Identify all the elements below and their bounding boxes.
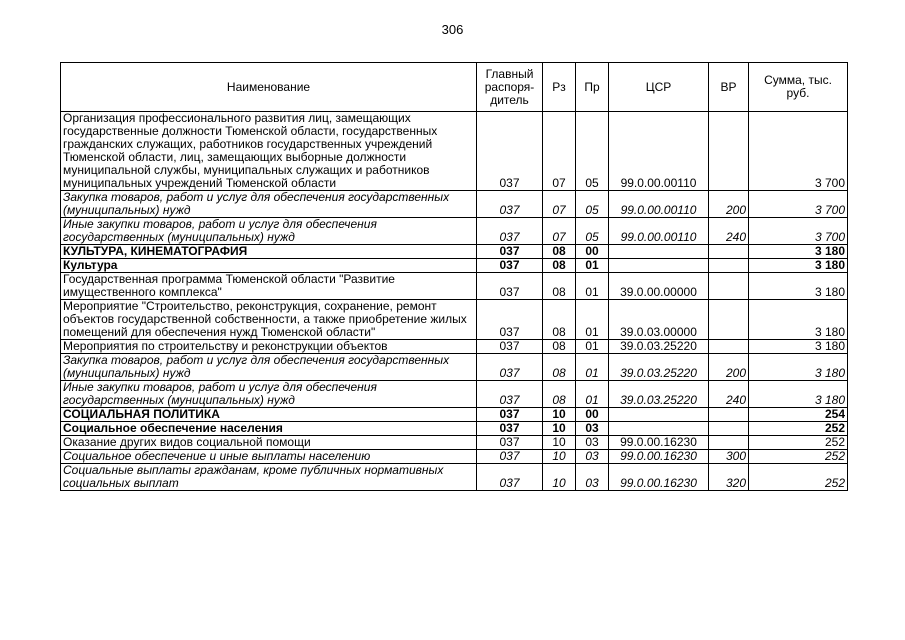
cell-rz: 08 [543,245,576,259]
col-header-vr: ВР [709,63,749,112]
cell-name: Социальные выплаты гражданам, кроме публичных нормативных социальных выплат [61,464,477,491]
col-header-pr: Пр [576,63,609,112]
cell-admin: 037 [477,354,543,381]
cell-vr: 200 [709,354,749,381]
cell-admin: 037 [477,300,543,340]
cell-csr: 99.0.00.16230 [609,464,709,491]
cell-pr: 03 [576,464,609,491]
cell-sum: 252 [749,464,848,491]
cell-name: Мероприятие "Строительство, реконструкция, сохранение, ремонт объектов государственной собственности, а также приобретение жилых помещений для обеспечения нужд Тюменской области" [61,300,477,340]
cell-name: Иные закупки товаров, работ и услуг для обеспечения государственных (муниципальных) нужд [61,218,477,245]
cell-name: Государственная программа Тюменской области "Развитие имущественного комплекса" [61,273,477,300]
cell-vr: 240 [709,218,749,245]
cell-sum: 3 180 [749,354,848,381]
cell-pr: 01 [576,259,609,273]
cell-admin: 037 [477,422,543,436]
cell-sum: 3 180 [749,273,848,300]
cell-name: КУЛЬТУРА, КИНЕМАТОГРАФИЯ [61,245,477,259]
cell-vr [709,300,749,340]
cell-sum: 3 180 [749,259,848,273]
cell-sum: 3 180 [749,340,848,354]
cell-pr: 01 [576,300,609,340]
cell-pr: 01 [576,273,609,300]
cell-rz: 08 [543,340,576,354]
cell-name: Культура [61,259,477,273]
table-row [61,422,848,436]
table-row [61,354,848,381]
cell-csr: 99.0.00.00110 [609,218,709,245]
cell-sum: 254 [749,408,848,422]
page-number: 306 [441,22,464,37]
cell-csr: 39.0.03.25220 [609,340,709,354]
cell-name: Закупка товаров, работ и услуг для обеспечения государственных (муниципальных) нужд [61,191,477,218]
cell-sum: 3 180 [749,245,848,259]
cell-rz: 08 [543,354,576,381]
cell-pr: 05 [576,112,609,191]
cell-name: Социальное обеспечение и иные выплаты населению [61,450,477,464]
cell-sum: 252 [749,450,848,464]
cell-admin: 037 [477,436,543,450]
cell-csr: 39.0.00.00000 [609,273,709,300]
cell-rz: 07 [543,191,576,218]
cell-admin: 037 [477,259,543,273]
table-row [61,112,848,191]
cell-rz: 07 [543,112,576,191]
table-row [61,464,848,491]
cell-csr [609,245,709,259]
cell-rz: 10 [543,450,576,464]
cell-admin: 037 [477,381,543,408]
cell-name: Закупка товаров, работ и услуг для обеспечения государственных (муниципальных) нужд [61,354,477,381]
table-row [61,408,848,422]
cell-vr [709,245,749,259]
cell-pr: 01 [576,381,609,408]
table-row [61,436,848,450]
col-header-admin: Главный распоря-дитель [477,63,543,112]
cell-name: Мероприятия по строительству и реконструкции объектов [61,340,477,354]
cell-sum: 3 700 [749,218,848,245]
cell-admin: 037 [477,450,543,464]
cell-rz: 08 [543,381,576,408]
cell-sum: 3 180 [749,381,848,408]
cell-vr [709,340,749,354]
cell-name: Организация профессионального развития лиц, замещающих государственные должности Тюменской области, государственных гражданских служащих, работников государственных учреждений Тюменской области, лиц, замещающих выборные должности муниципальной службы, муниципальных служащих и работников муниципальных учреждений Тюменской области [61,112,477,191]
col-header-rz: Рз [543,63,576,112]
cell-rz: 08 [543,259,576,273]
cell-csr: 99.0.00.00110 [609,191,709,218]
cell-vr [709,273,749,300]
cell-csr: 99.0.00.16230 [609,436,709,450]
table-row [61,218,848,245]
cell-name: Иные закупки товаров, работ и услуг для обеспечения государственных (муниципальных) нужд [61,381,477,408]
cell-vr: 300 [709,450,749,464]
cell-vr [709,259,749,273]
cell-pr: 03 [576,422,609,436]
cell-vr [709,112,749,191]
cell-sum: 3 700 [749,191,848,218]
table-row [61,450,848,464]
cell-admin: 037 [477,340,543,354]
cell-admin: 037 [477,112,543,191]
cell-rz: 08 [543,273,576,300]
cell-sum: 252 [749,422,848,436]
cell-rz: 10 [543,436,576,450]
table-row [61,191,848,218]
table-row [61,259,848,273]
cell-vr [709,422,749,436]
cell-pr: 01 [576,340,609,354]
cell-admin: 037 [477,218,543,245]
table-row [61,300,848,340]
cell-rz: 08 [543,300,576,340]
cell-vr [709,408,749,422]
col-header-name: Наименование [61,63,477,112]
cell-vr [709,436,749,450]
cell-admin: 037 [477,464,543,491]
cell-admin: 037 [477,245,543,259]
cell-rz: 07 [543,218,576,245]
cell-admin: 037 [477,408,543,422]
budget-table [60,62,848,491]
cell-name: СОЦИАЛЬНАЯ ПОЛИТИКА [61,408,477,422]
col-header-sum: Сумма, тыс. руб. [749,63,848,112]
table-row [61,381,848,408]
cell-pr: 00 [576,408,609,422]
cell-csr: 39.0.03.25220 [609,354,709,381]
cell-name: Оказание других видов социальной помощи [61,436,477,450]
cell-pr: 03 [576,436,609,450]
table-row [61,273,848,300]
cell-rz: 10 [543,408,576,422]
cell-name: Социальное обеспечение населения [61,422,477,436]
cell-csr [609,259,709,273]
cell-sum: 252 [749,436,848,450]
cell-vr: 200 [709,191,749,218]
cell-sum: 3 700 [749,112,848,191]
cell-rz: 10 [543,422,576,436]
cell-sum: 3 180 [749,300,848,340]
cell-admin: 037 [477,191,543,218]
table-row [61,340,848,354]
cell-vr: 240 [709,381,749,408]
cell-pr: 05 [576,218,609,245]
cell-csr: 99.0.00.00110 [609,112,709,191]
cell-admin: 037 [477,273,543,300]
cell-pr: 00 [576,245,609,259]
cell-csr: 99.0.00.16230 [609,450,709,464]
cell-csr [609,408,709,422]
table-header-row [61,63,848,112]
cell-vr: 320 [709,464,749,491]
cell-rz: 10 [543,464,576,491]
cell-pr: 03 [576,450,609,464]
cell-csr: 39.0.03.00000 [609,300,709,340]
cell-pr: 05 [576,191,609,218]
cell-csr: 39.0.03.25220 [609,381,709,408]
cell-pr: 01 [576,354,609,381]
cell-csr [609,422,709,436]
col-header-csr: ЦСР [609,63,709,112]
table-row [61,245,848,259]
